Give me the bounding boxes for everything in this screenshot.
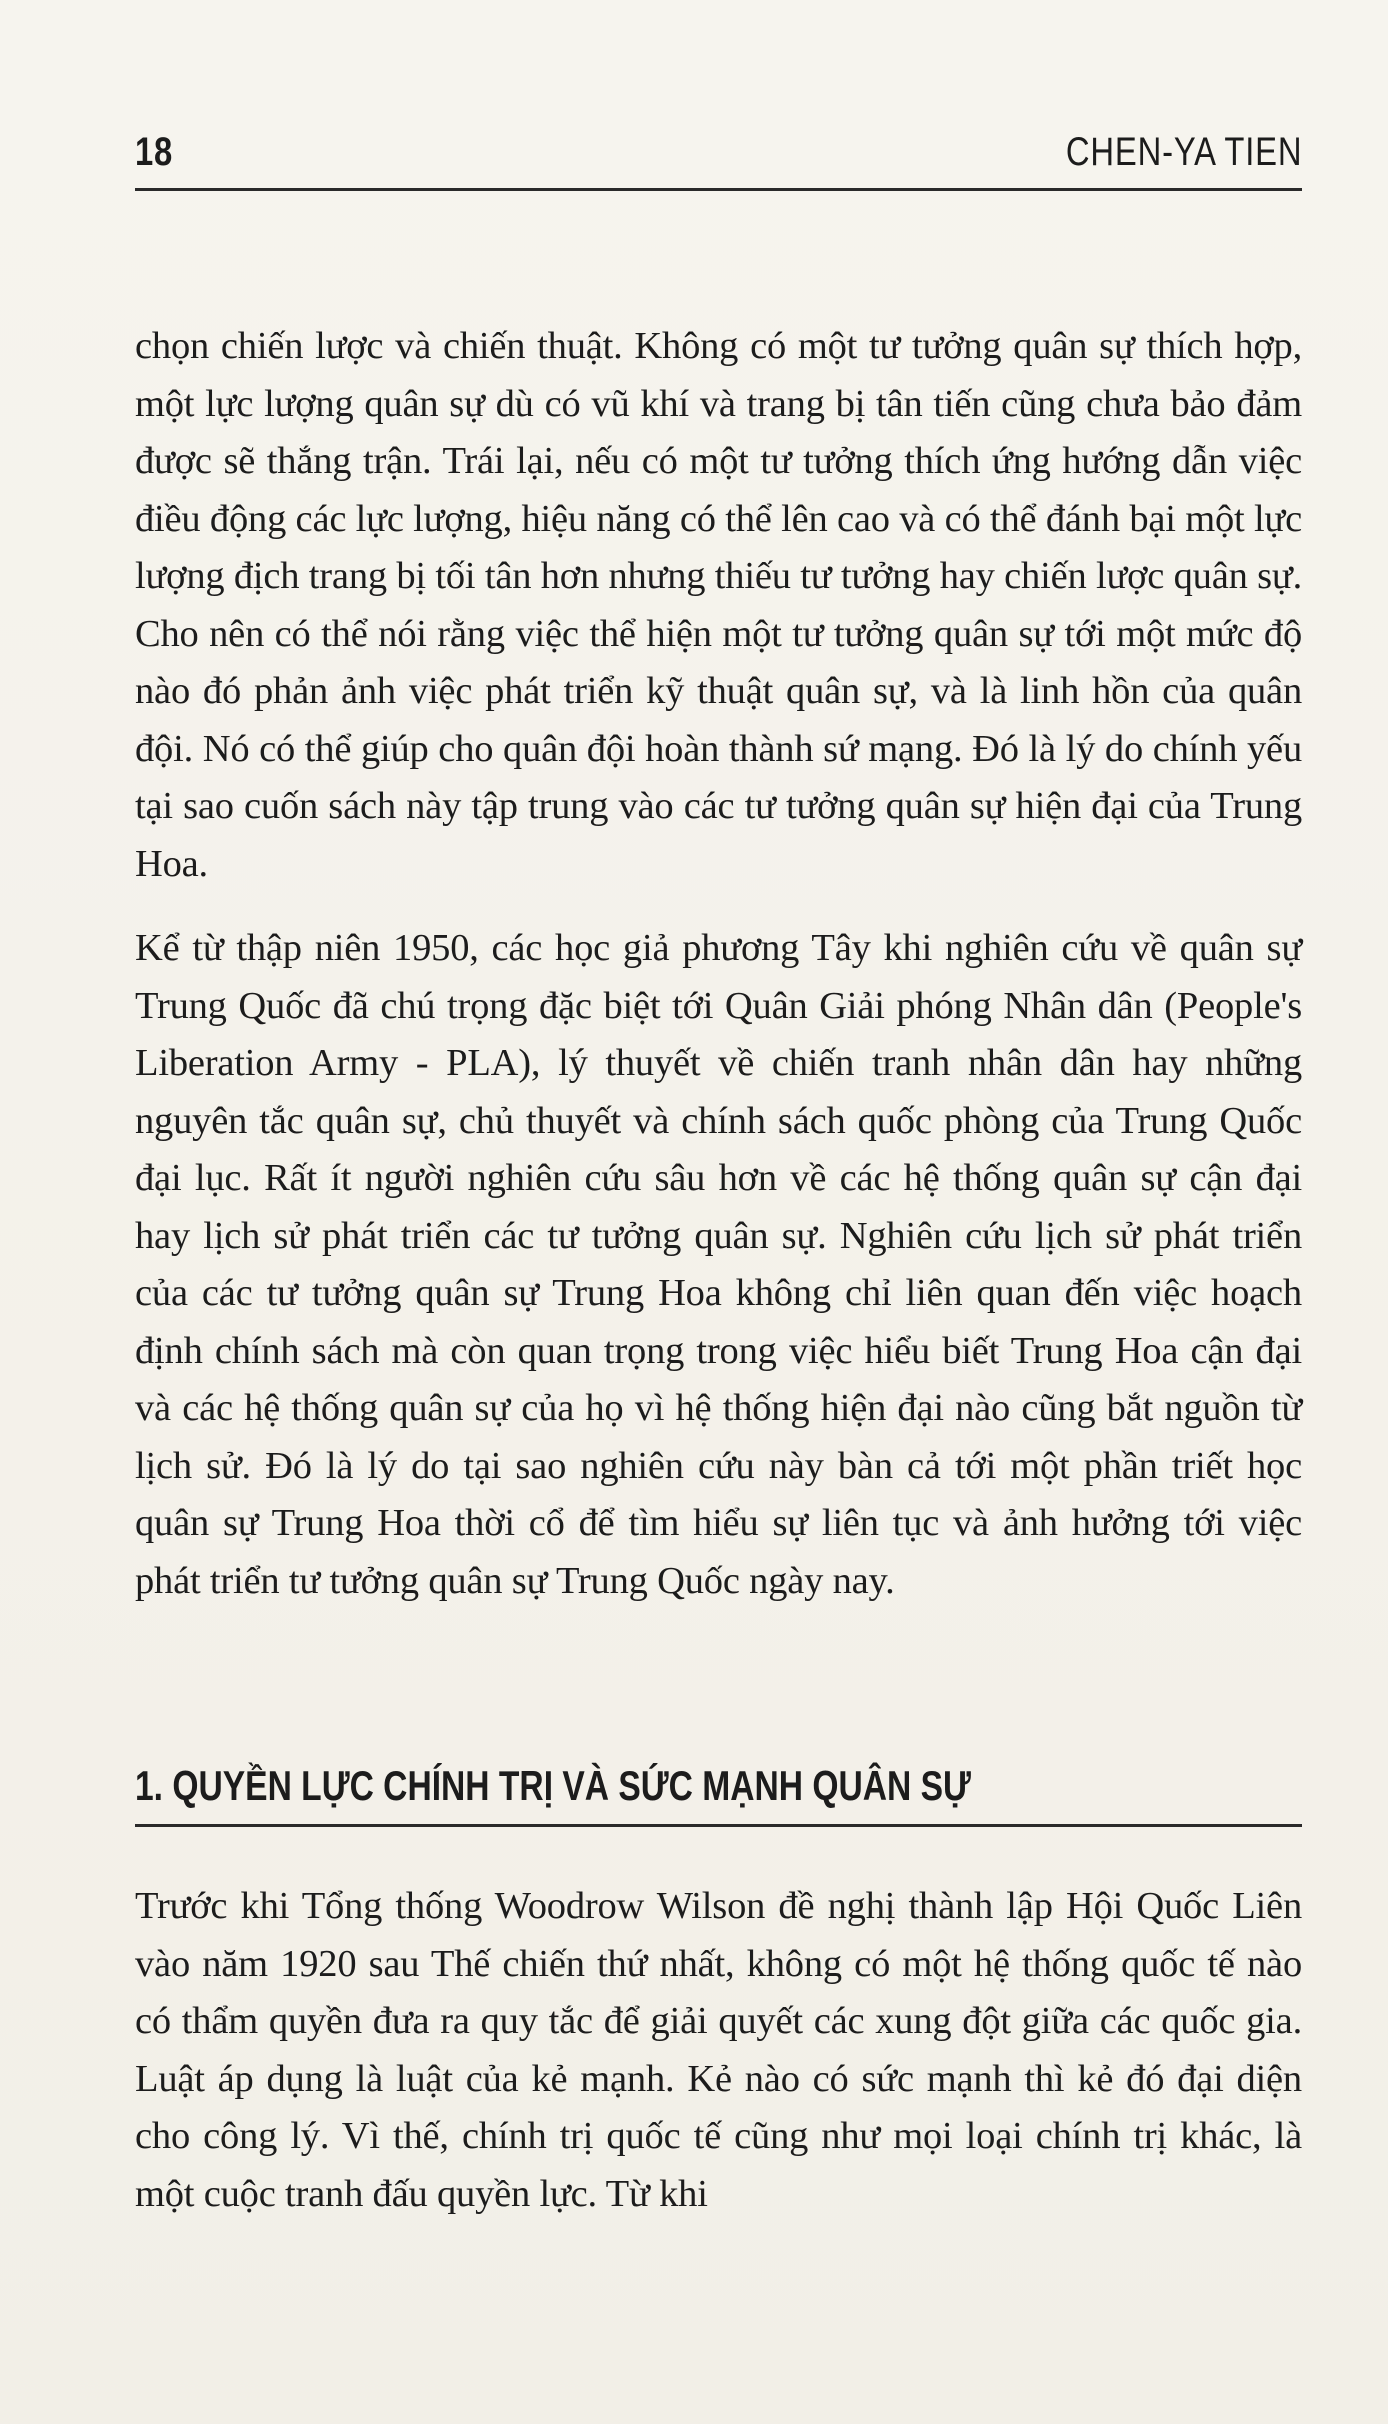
running-header-author: CHEN-YA TIEN <box>1065 130 1302 174</box>
page-number: 18 <box>135 130 174 174</box>
body-paragraph: Kể từ thập niên 1950, các học giả phương Tây khi nghiên cứu về quân sự Trung Quốc đã chú trọng đặc biệt tới Quân Giải phóng Nhân dân (People's Liberation Army - PLA), lý thuyết về chiến tranh nhân dân hay những nguyên tắc quân sự, chủ thuyết và chính sách quốc phòng của Trung Quốc đại lục. Rất ít người nghiên cứu sâu hơn về các hệ thống quân sự cận đại hay lịch sử phát triển các tư tưởng quân sự. Nghiên cứu lịch sử phát triển của các tư tưởng quân sự Trung Hoa không chỉ liên quan đến việc hoạch định chính sách mà còn quan trọng trong việc hiểu biết Trung Hoa cận đại và các hệ thống quân sự của họ vì hệ thống hiện đại nào cũng bắt nguồn từ lịch sử. Đó là lý do tại sao nghiên cứu này bàn cả tới một phần triết học quân sự Trung Hoa thời cổ để tìm hiểu sự liên tục và ảnh hưởng tới việc phát triển tư tưởng quân sự Trung Quốc ngày nay. <box>135 927 1302 1602</box>
body-paragraph: Trước khi Tổng thống Woodrow Wilson đề nghị thành lập Hội Quốc Liên vào năm 1920 sau Thế chiến thứ nhất, không có một hệ thống quốc tế nào có thẩm quyền đưa ra quy tắc để giải quyết các xung đột giữa các quốc gia. Luật áp dụng là luật của kẻ mạnh. Kẻ nào có sức mạnh thì kẻ đó đại diện cho công lý. Vì thế, chính trị quốc tế cũng như mọi loại chính trị khác, là một cuộc tranh đấu quyền lực. Từ khi <box>135 1885 1302 2215</box>
section-heading-text: 1. QUYỀN LỰC CHÍNH TRỊ VÀ SỨC MẠNH QUÂN SỰ <box>135 1762 971 1809</box>
running-header <box>135 128 1302 191</box>
body-paragraph: chọn chiến lược và chiến thuật. Không có một tư tưởng quân sự thích hợp, một lực lượng quân sự dù có vũ khí và trang bị tân tiến cũng chưa bảo đảm được sẽ thắng trận. Trái lại, nếu có một tư tưởng thích ứng hướng dẫn việc điều động các lực lượng, hiệu năng có thể lên cao và có thể đánh bại một lực lượng địch trang bị tối tân hơn nhưng thiếu tư tưởng hay chiến lược quân sự. Cho nên có thể nói rằng việc thể hiện một tư tưởng quân sự tới một mức độ nào đó phản ảnh việc phát triển kỹ thuật quân sự, và là linh hồn của quân đội. Nó có thể giúp cho quân đội hoàn thành sứ mạng. Đó là lý do chính yếu tại sao cuốn sách này tập trung vào các tư tưởng quân sự hiện đại của Trung Hoa. <box>135 325 1302 885</box>
section-heading <box>135 1762 1302 1827</box>
